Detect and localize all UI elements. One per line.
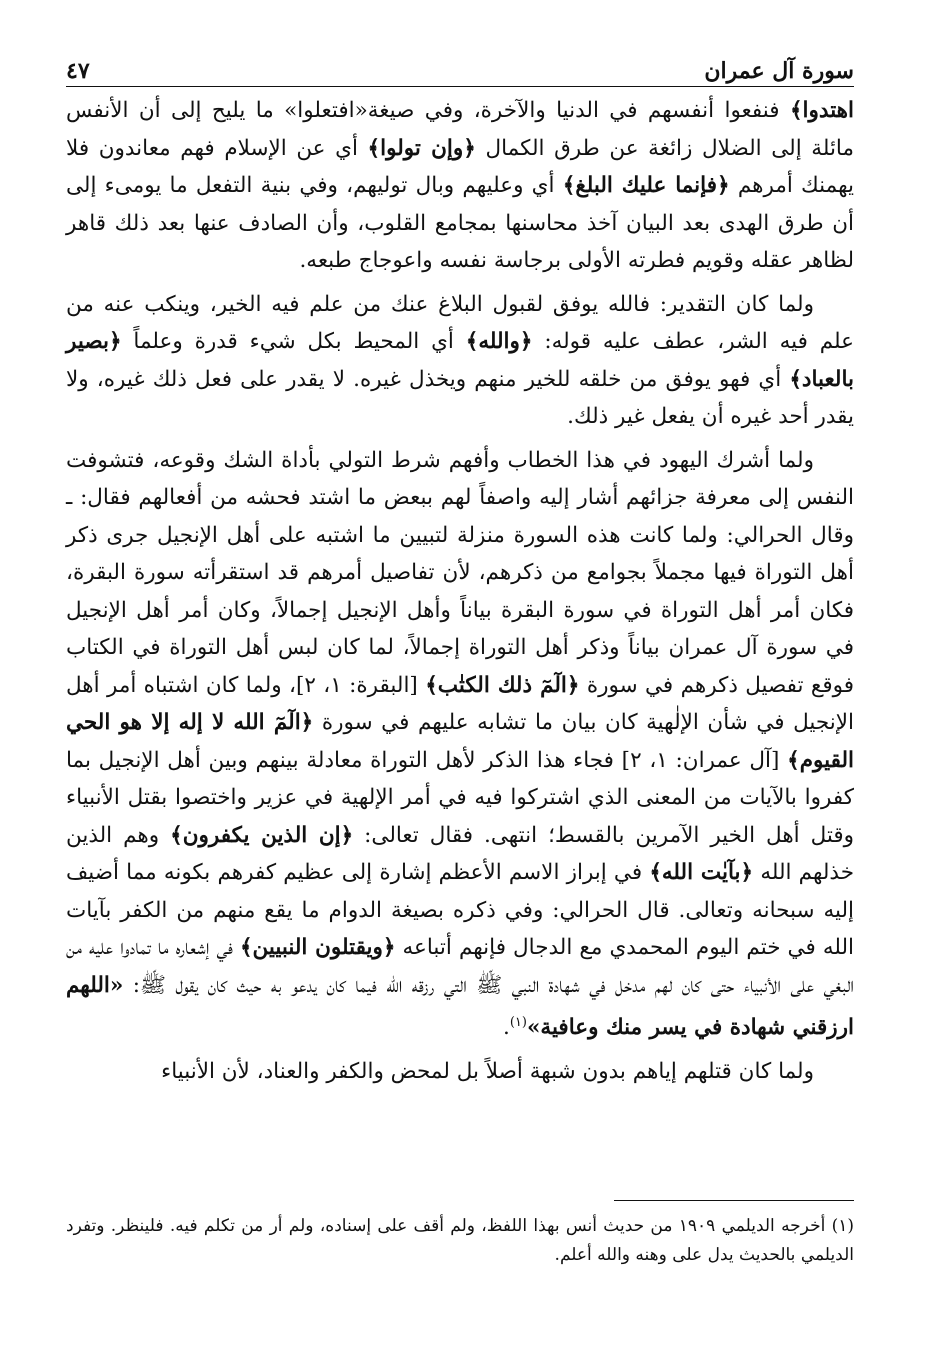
text-segment: في إشعاره ما تمادوا عليه من البغي على الأنبياء حتى كان لهم مدخل في شهادة النبي ﷺ التي رزقه الله فيما كان يدعو به حيث كان يقول ﷺ: — [66, 935, 854, 998]
page-number: ٤٧ — [66, 58, 90, 84]
paragraph — [66, 442, 854, 1047]
text-segment: وهم الذين خذلهم الله — [66, 822, 855, 885]
main-text — [66, 92, 854, 1096]
paragraph — [66, 286, 854, 436]
surah-title: سورة آل عمران — [704, 58, 854, 84]
quote-segment: ﴿ويقتلون النبيين﴾ — [239, 935, 396, 960]
quote-segment: ﴿بآيٰت الله﴾ — [649, 860, 754, 885]
text-segment: . — [503, 1015, 510, 1041]
text-segment: ولما كان قتلهم إياهم بدون شبهة أصلاً بل لمحض والكفر والعناد، لأن الأنبياء — [161, 1058, 814, 1084]
quote-segment: ﴿بصير بالعباد﴾ — [66, 329, 854, 392]
text-segment: أي وعليهم وبال توليهم، وفي بنية التفعل ما يومىء إلى أن طرق الهدى بعد البيان آخذ محاسنها بمجامع القلوب، وأن الصادف عنها بعد ذلك قاهر لظاهر عقله وقويم فطرته الأولى برجاسة نفسه واعوجاج طبعه. — [66, 173, 854, 273]
text-segment: ولما أشرك اليهود في هذا الخطاب وأفهم شرط التولي بأداة الشك وقوعه، فتشوفت النفس إلى معرفة جزائهم أشار إليه واصفاً لهم ببعض ما اشتد فحشه من أفعالهم فقال: ـ وقال الحرالي: ولما كانت هذه السورة منزلة لتبيين ما اشتبه على أهل الإنجيل جرى ذكر أهل التوراة فيها مجملاً بجوامع من ذكرهم، لأن تفاصيل أمرهم قد استقرأته سورة البقرة، فكان أمر أهل التوراة في سورة البقرة بياناً وأهل الإنجيل إجمالاً، وكان أمر أهل الإنجيل في سورة آل عمران بياناً وذكر أهل التوراة إجمالاً، لما كان لبس أهل التوراة في الكتاب فوقع تفصيل ذكرهم في سورة — [66, 447, 855, 698]
footnote: (١) أخرجه الديلمي ١٩٠٩ من حديث أنس بهذا اللفظ، ولم أقف على إسناده، ولم أر من تكلم فيه. فلينظر. وتفرد الديلمي بالحديث يدل على وهنه والله أعلم. — [66, 1216, 855, 1265]
paragraph — [66, 1053, 854, 1091]
text-segment: في إبراز الاسم الأعظم إشارة إلى عظيم كفرهم بكونه مما أضيف إليه سبحانه وتعالى. قال الحرالي: وفي ذكره بصيغة الدوام ما يقع منهم من الكفر بآيات الله في ختم اليوم المحمدي مع الدجال فإنهم أتباعه — [66, 860, 854, 960]
quote-segment: اهتدوا﴾ — [789, 98, 854, 123]
quote-segment: ﴿إن الذين يكفرون﴾ — [170, 822, 354, 848]
paragraph — [66, 92, 854, 280]
text-segment: أي عن الإسلام فهم معاندون فلا يهمنك أمرهم — [66, 135, 854, 198]
text-segment: أي المحيط بكل شيء قدرة وعلماً — [121, 329, 466, 354]
footnotes — [66, 1212, 854, 1270]
text-segment: ولما كان التقدير: فالله يوفق لقبول البلاغ عنك من علم فيه الخير، وينكب عنه من علم فيه الشر، عطف عليه قوله: — [66, 291, 854, 354]
quote-segment: ﴿الٓمٓ ذلك الكتٰب﴾ — [425, 672, 580, 698]
quote-segment: ﴿فإنما عليك البلغ﴾ — [562, 173, 730, 198]
text-segment: [آل عمران: ١، ٢] فجاء هذا الذكر لأهل التوراة معادلة بينهم وبين أهل الإنجيل بما كفروا بالآيات من المعنى الذي اشتركوا فيه في أمر الإلهية في عزير واختصوا بقتل الأنبياء وقتل أهل الخير الآمرين بالقسط؛ انتهى. فقال تعالى: — [66, 747, 855, 848]
text-segment: أي فهو يوفق من خلقه للخير منهم ويخذل غيره. لا يقدر على فعل ذلك غيره، ولا يقدر أحد غيره أن يفعل غير ذلك. — [66, 366, 854, 429]
quote-segment: «اللهم ارزقني شهادة في يسر منك وعافية» — [66, 972, 854, 1041]
footnote-ref: (١) — [509, 1015, 527, 1030]
footnote-divider — [614, 1200, 854, 1201]
quote-segment: ﴿وإن تولوا﴾ — [367, 135, 476, 161]
quote-segment: ﴿الٓمٓ الله لا إله إلا هو الحي القيوم﴾ — [66, 710, 854, 773]
page-header — [66, 44, 854, 87]
text-segment: [البقرة: ١، ٢]، ولما كان اشتباه أمر أهل الإنجيل في شأن الإلٰهية كان بيان ما تشابه عليهم في سورة — [66, 672, 855, 735]
quote-segment: ﴿والله﴾ — [465, 329, 533, 354]
text-segment: فنفعوا أنفسهم في الدنيا والآخرة، وفي صيغة«افتعلوا» ما يليح إلى أن الأنفس مائلة إلى الضلال زائغة عن طرق الكمال — [66, 98, 854, 161]
